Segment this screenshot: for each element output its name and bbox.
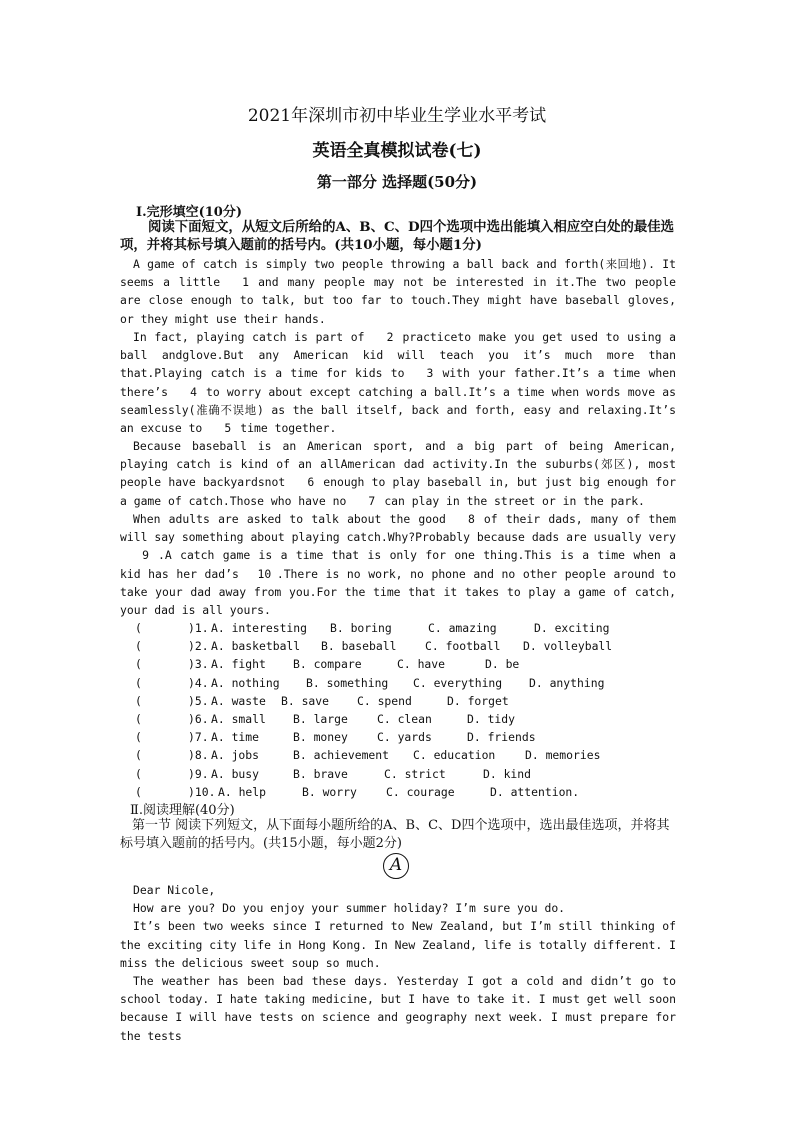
letter-passage xyxy=(120,881,676,1045)
option-c: C. strict xyxy=(384,766,446,781)
text-run: enough to play baseball in, but just big enough for a game of catch.Those who have no xyxy=(120,475,677,508)
exam-subtitle: 英语全真模拟试卷(七) xyxy=(312,141,482,161)
option-a: A. interesting xyxy=(211,621,308,635)
question-number: )4. xyxy=(188,675,209,690)
option-a: A. help xyxy=(218,784,267,799)
question-number: )6. xyxy=(188,712,209,727)
option-c: C. courage xyxy=(386,784,455,799)
option-b: B. large xyxy=(293,712,348,727)
answer-bracket[interactable]: ( xyxy=(135,712,142,727)
option-b: B. something xyxy=(306,675,389,690)
question-number: )9. xyxy=(188,766,209,781)
option-a: A. fight xyxy=(211,657,266,672)
option-row xyxy=(120,710,680,728)
option-b: B. brave xyxy=(293,766,348,781)
paragraph-text xyxy=(120,255,676,328)
answer-bracket[interactable]: ( xyxy=(135,784,142,799)
option-a: A. nothing xyxy=(211,675,280,690)
letter-paragraph: The weather has been bad these days. Yesterday I got a cold and didn’t go to school today. I hate taking medicine, but I have to take it. I must get well soon because I will have tests on science and geography next week. I must prepare for the tests xyxy=(120,974,676,1043)
option-d: D. kind xyxy=(483,766,532,781)
question-number: )3. xyxy=(188,657,209,672)
option-row xyxy=(120,637,680,655)
text-run: .A catch game is a time that is only for one thing.This is a time when a kid has her dad’s xyxy=(120,548,676,581)
exam-title: 2021年深圳市初中毕业生学业水平考试 xyxy=(247,106,547,126)
text-run: can play in the street or in the park. xyxy=(384,493,645,508)
option-a: A. waste xyxy=(211,693,266,708)
option-row xyxy=(120,765,680,783)
blank-number: 6 xyxy=(307,475,315,490)
paragraph-text xyxy=(120,328,676,437)
text-run: A game of catch is simply two people throwing a ball back and forth(来回地). It seems a little xyxy=(120,257,676,290)
answer-bracket[interactable]: ( xyxy=(135,621,142,635)
option-row xyxy=(120,655,680,673)
option-c: C. education xyxy=(413,748,496,763)
option-row xyxy=(120,746,680,764)
option-row xyxy=(120,692,680,710)
cloze-instruction xyxy=(120,218,676,254)
option-d: D. attention. xyxy=(490,784,580,799)
option-d: D. forget xyxy=(447,693,509,708)
text-run: time together. xyxy=(240,421,337,436)
blank-number: 7 xyxy=(368,493,376,508)
blank-number: 3 xyxy=(426,366,434,381)
option-b: B. worry xyxy=(302,784,357,799)
text-run: practiceto make you get used to using a ball andglove.But any American kid will teach you it’s much more than that.Playing catch is a time for kids to xyxy=(120,330,677,381)
letter-paragraph: How are you? Do you enjoy your summer holiday? I’m sure you do. xyxy=(133,901,566,916)
reading-heading: Ⅱ.阅读理解(40分) xyxy=(130,803,235,818)
option-d: D. tidy xyxy=(467,712,516,727)
option-a: A. small xyxy=(211,712,266,727)
option-row xyxy=(120,728,680,746)
option-b: B. baseball xyxy=(321,639,397,654)
cloze-options xyxy=(120,619,680,801)
answer-bracket[interactable]: ( xyxy=(135,675,142,690)
option-c: C. clean xyxy=(377,712,432,727)
text-run: to worry about except catching a ball.It’s a time when words move as seamlessly(准确不误地) as the ball itself, back and forth, easy and relaxing.It’s an excuse to xyxy=(120,384,676,436)
option-c: C. spend xyxy=(357,693,412,708)
text-run: with your father.It’s a time when there’s xyxy=(120,366,676,399)
cloze-instruction-text: 阅读下面短文，从短文后所给的A、B、C、D四个选项中选出能填入相应空白处的最佳选项，并将其标号填入题前的括号内。(共10小题，每小题1分) xyxy=(120,219,675,253)
paragraph-text xyxy=(120,510,676,619)
blank-number: 4 xyxy=(190,384,197,399)
option-row xyxy=(120,619,680,637)
part-heading: 第一部分 选择题(50分) xyxy=(316,173,478,191)
reading-instruction xyxy=(120,817,676,853)
option-d: D. exciting xyxy=(534,621,610,635)
option-a: A. jobs xyxy=(211,748,260,763)
question-number: )1. xyxy=(188,621,209,635)
letter-paragraph: It’s been two weeks since I returned to New Zealand, but I’m still thinking of the exciting city life in Hong Kong. In New Zealand, life is totally different. I miss the delicious sweet soup so much. xyxy=(120,919,676,970)
answer-bracket[interactable]: ( xyxy=(135,657,142,672)
option-d: D. memories xyxy=(525,748,601,763)
option-d: D. be xyxy=(485,657,520,672)
cloze-heading: Ⅰ.完形填空(10分) xyxy=(136,205,242,220)
option-a: A. busy xyxy=(211,766,260,781)
option-c: C. have xyxy=(397,657,446,672)
answer-bracket[interactable]: ( xyxy=(135,639,142,654)
text-run: .There is no work, no phone and no other people around to take your dad away from you.For the time that it takes to play a game of catch, your dad is all yours. xyxy=(120,566,676,618)
text-run: When adults are asked to talk about the good xyxy=(133,512,446,526)
option-b: B. boring xyxy=(330,621,392,635)
text-run: In fact, playing catch is part of xyxy=(133,330,365,344)
option-b: B. save xyxy=(281,693,330,708)
option-d: D. friends xyxy=(467,730,536,745)
answer-bracket[interactable]: ( xyxy=(135,748,142,763)
letter-greeting: Dear Nicole, xyxy=(133,883,216,897)
question-number: )5. xyxy=(188,693,209,708)
option-c: C. amazing xyxy=(428,621,497,635)
option-c: C. yards xyxy=(377,730,432,745)
reading-instruction-text: 第一节 阅读下列短文，从下面每小题所给的A、B、C、D四个选项中，选出最佳选项，并将其标号填入题前的括号内。(共15小题，每小题2分) xyxy=(120,818,670,851)
blank-number: 10 xyxy=(257,566,272,581)
blank-number: 8 xyxy=(467,512,475,526)
answer-bracket[interactable]: ( xyxy=(135,730,142,745)
text-run: and many people may not be interested in it.The two people are close enough to talk, but too far to touch.They might have baseball gloves, or they might use their hands. xyxy=(120,275,677,326)
passage-a-label: A xyxy=(383,853,409,879)
option-a: A. basketball xyxy=(211,639,301,654)
text-run: Because baseball is an American sport, and a big part of being American, playing catch is kind of an allAmerican dad activity.In the suburbs(郊区), most people have backyardsnot xyxy=(120,439,676,490)
paragraph-text xyxy=(120,437,676,510)
option-b: B. achievement xyxy=(293,748,390,763)
answer-bracket[interactable]: ( xyxy=(135,766,142,781)
option-a: A. time xyxy=(211,730,260,745)
blank-number: 2 xyxy=(386,330,394,344)
question-number: )2. xyxy=(188,639,209,654)
cloze-paragraph-1 xyxy=(120,255,676,328)
blank-number: 9 xyxy=(142,548,149,563)
cloze-paragraph-4 xyxy=(120,510,676,619)
question-number: )8. xyxy=(188,748,209,763)
question-number: )10. xyxy=(188,784,216,799)
question-number: )7. xyxy=(188,730,209,745)
option-c: C. everything xyxy=(413,675,503,690)
answer-bracket[interactable]: ( xyxy=(135,693,142,708)
option-d: D. anything xyxy=(529,675,605,690)
option-d: D. volleyball xyxy=(523,639,613,654)
option-b: B. money xyxy=(293,730,348,745)
blank-number: 1 xyxy=(242,275,249,290)
text-run: of their dads, many of them will say something about playing catch.Why?Probably because dads are usually very xyxy=(120,512,676,545)
option-row xyxy=(120,674,680,692)
option-c: C. football xyxy=(425,639,501,654)
option-b: B. compare xyxy=(293,657,362,672)
cloze-paragraph-2 xyxy=(120,328,676,437)
cloze-paragraph-3 xyxy=(120,437,676,510)
blank-number: 5 xyxy=(224,421,232,436)
